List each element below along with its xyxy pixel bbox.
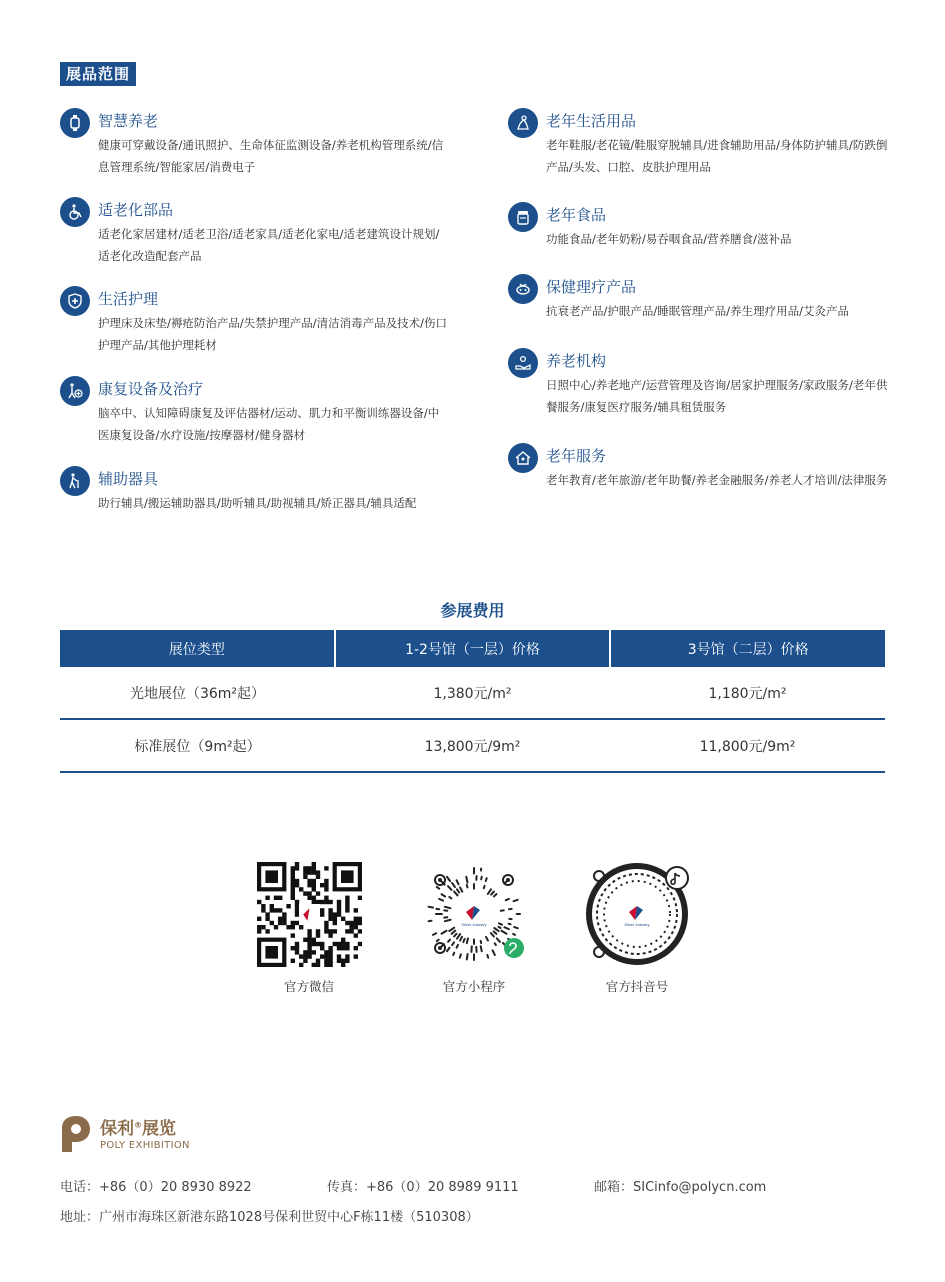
category-desc: 抗衰老产品/护眼产品/睡眠管理产品/养生理疗用品/艾灸产品 <box>546 304 849 318</box>
fee-cell: 1,380元/m² <box>433 685 512 702</box>
category-desc: 脑卒中、认知障碍康复及评估器材/运动、肌力和平衡训练器设备/中医康复设备/水疗设施/按摩器材/健身器材 <box>98 406 440 442</box>
qr-caption: 官方微信 <box>283 979 334 994</box>
qr-douyin <box>577 862 697 995</box>
contact-address: 地址：广州市海珠区新港东路1028号保利世贸中心F栋11楼（510308） <box>60 1210 479 1225</box>
fee-cell: 标准展位（9m²起） <box>134 738 261 755</box>
poly-logo <box>60 1110 260 1155</box>
logo-cn-text: 保利®展览 <box>100 1119 176 1139</box>
home-care-icon <box>508 443 538 473</box>
fee-header-cell: 展位类型 <box>60 630 336 667</box>
contact-fax: 传真：+86（0）20 8989 9111 <box>327 1180 519 1195</box>
douyin-qr-code <box>585 862 690 967</box>
logo-en-text: POLY EXHIBITION <box>100 1140 190 1151</box>
food-jar-icon <box>508 202 538 232</box>
qr-miniprogram <box>414 862 534 995</box>
rehab-person-icon <box>60 376 90 406</box>
category-desc: 护理床及床垫/褥疮防治产品/失禁护理产品/清洁消毒产品及技术/伤口护理产品/其他护理耗材 <box>98 316 447 352</box>
fee-cell: 13,800元/9m² <box>424 738 521 755</box>
contact-email[interactable]: 邮箱：SICinfo@polycn.com <box>594 1180 767 1195</box>
wheelchair-icon <box>60 197 90 227</box>
category-title: 老年食品 <box>546 206 607 224</box>
qr-caption: 官方小程序 <box>442 979 506 994</box>
category-title: 养老机构 <box>546 352 607 370</box>
category-title: 生活护理 <box>98 290 159 308</box>
category-desc: 功能食品/老年奶粉/易吞咽食品/营养膳食/滋补品 <box>546 232 792 246</box>
fee-title: 参展费用 <box>440 601 505 620</box>
shield-plus-icon <box>60 286 90 316</box>
contact-phone: 电话：+86（0）20 8930 8922 <box>60 1180 252 1195</box>
elderly-person-icon <box>508 108 538 138</box>
category-desc: 适老化家居建材/适老卫浴/适老家具/适老化家电/适老建筑设计规划/适老化改造配套产品 <box>98 227 440 263</box>
fee-cell: 11,800元/9m² <box>699 738 796 755</box>
spa-icon <box>508 274 538 304</box>
smartwatch-icon <box>60 108 90 138</box>
category-desc: 助行辅具/搬运辅助器具/助听辅具/助视辅具/矫正器具/辅具适配 <box>98 496 417 510</box>
category-title: 老年生活用品 <box>546 112 637 130</box>
category-title: 康复设备及治疗 <box>98 380 204 398</box>
table-row <box>60 720 885 773</box>
fee-header-cell: 1-2号馆（一层）价格 <box>336 630 612 667</box>
category-title: 老年服务 <box>546 447 607 465</box>
category-desc: 健康可穿戴设备/通讯照护、生命体征监测设备/养老机构管理系统/信息管理系统/智能家居/消费电子 <box>98 138 444 174</box>
fee-table <box>60 630 885 773</box>
fee-header-cell: 3号馆（二层）价格 <box>687 641 809 658</box>
wechat-qr-code <box>257 862 362 967</box>
qr-center-text: Silver Industry <box>460 922 487 927</box>
fee-cell: 1,180元/m² <box>708 685 787 702</box>
category-desc: 日照中心/养老地产/运营管理及咨询/居家护理服务/家政服务/老年供餐服务/康复医疗服务/辅具租赁服务 <box>546 378 888 414</box>
fee-table-header <box>60 630 885 667</box>
qr-wechat <box>249 862 369 995</box>
walking-cane-icon <box>60 466 90 496</box>
section-title: 展品范围 <box>60 62 136 86</box>
category-title: 适老化部品 <box>98 201 174 219</box>
category-desc: 老年教育/老年旅游/老年助餐/养老金融服务/养老人才培训/法律服务 <box>546 473 888 487</box>
care-hand-icon <box>508 348 538 378</box>
category-title: 智慧养老 <box>98 112 159 130</box>
fee-cell: 光地展位（36m²起） <box>129 685 266 702</box>
qr-center-text: Silver Industry <box>623 922 650 927</box>
table-row <box>60 667 885 720</box>
category-desc: 老年鞋服/老花镜/鞋服穿脱辅具/进食辅助用品/身体防护辅具/防跌倒产品/头发、口腔、皮肤护理用品 <box>546 138 888 174</box>
miniprogram-qr-code <box>422 862 527 967</box>
qr-caption: 官方抖音号 <box>605 979 669 994</box>
poly-logo-mark-icon <box>60 1114 92 1152</box>
category-title: 辅助器具 <box>98 470 159 488</box>
category-title: 保健理疗产品 <box>546 278 637 296</box>
